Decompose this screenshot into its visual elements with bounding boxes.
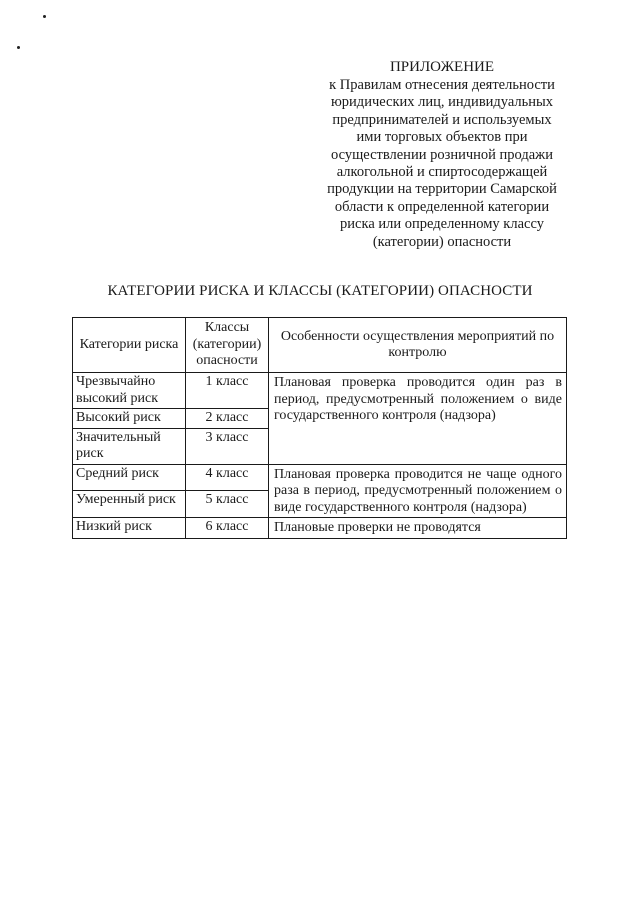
header-category: Категории риска [73, 318, 186, 373]
appendix-line: к Правилам отнесения деятельности [329, 77, 555, 93]
appendix-line: ими торговых объектов при [356, 129, 528, 146]
appendix-line: юридических лиц, индивидуальных [330, 94, 554, 111]
table-row [73, 518, 567, 539]
table-row [73, 373, 567, 409]
class-cell: 2 класс [186, 409, 269, 429]
appendix-block [318, 58, 566, 251]
category-cell: Высокий риск [73, 409, 186, 429]
header-class: Классы (категории) опасности [186, 318, 269, 373]
appendix-heading: ПРИЛОЖЕНИЕ [389, 59, 495, 75]
appendix-line: области к определенной категории [334, 198, 550, 215]
class-cell: 6 класс [186, 518, 269, 539]
appendix-line: алкогольной и спиртосодержащей [336, 164, 548, 181]
features-cell: Плановая проверка проводится один раз в период, предусмотренный положением о виде государственного контроля (надзора) [269, 373, 567, 465]
appendix-line: (категории) опасности [372, 233, 512, 250]
category-cell: Средний риск [73, 464, 186, 491]
features-cell: Плановая проверка проводится не чаще одного раза в период, предусмотренный положением о виде государственного контроля (надзора) [269, 464, 567, 518]
appendix-line: осуществлении розничной продажи [331, 146, 553, 163]
table-header-row [73, 318, 567, 373]
features-cell: Плановые проверки не проводятся [269, 518, 567, 539]
table-row [73, 464, 567, 491]
header-features: Особенности осуществления мероприятий по контролю [269, 318, 567, 373]
document-title: КАТЕГОРИИ РИСКА И КЛАССЫ (КАТЕГОРИИ) ОПАСНОСТИ [107, 283, 533, 299]
category-cell: Низкий риск [73, 518, 186, 539]
scan-speck [43, 15, 46, 18]
class-cell: 5 класс [186, 491, 269, 518]
class-cell: 4 класс [186, 464, 269, 491]
risk-categories-table [72, 317, 567, 539]
class-cell: 1 класс [186, 373, 269, 409]
category-cell: Чрезвычайно высокий риск [73, 373, 186, 409]
appendix-line: предпринимателей и используемых [332, 111, 552, 128]
class-cell: 3 класс [186, 428, 269, 464]
scan-speck [17, 46, 20, 49]
appendix-line: продукции на территории Самарской [327, 181, 557, 198]
appendix-line: риска или определенному классу [340, 216, 544, 233]
category-cell: Умеренный риск [73, 491, 186, 518]
category-cell: Значительный риск [73, 428, 186, 464]
